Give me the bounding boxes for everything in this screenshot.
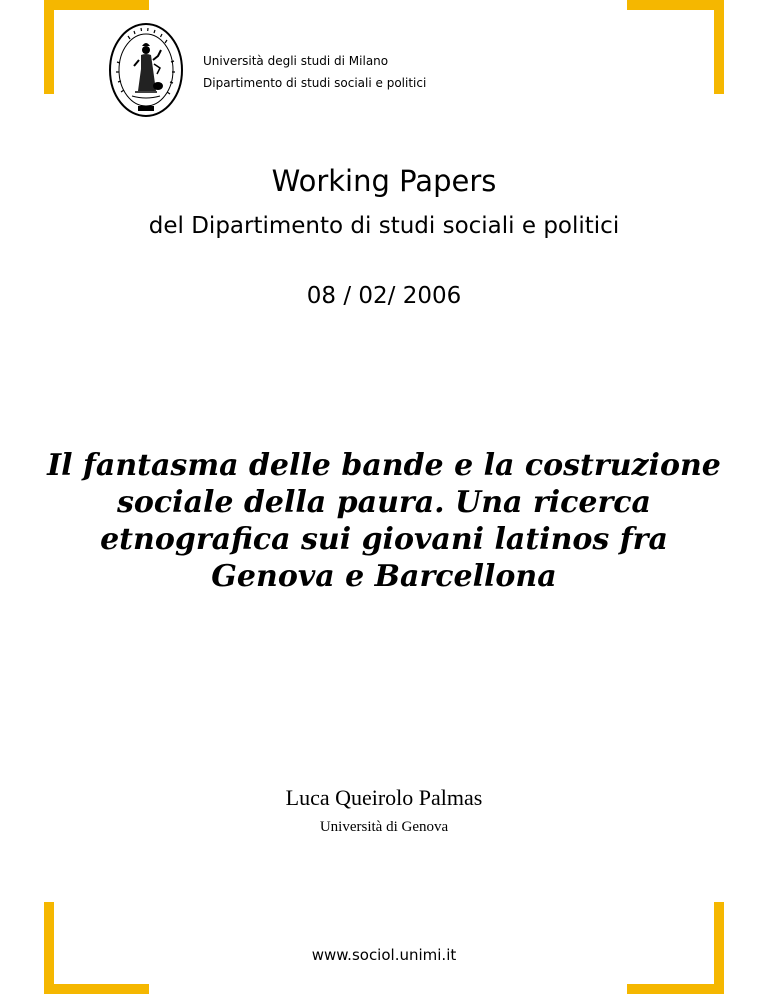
publication-date: 08 / 02/ 2006 xyxy=(306,283,462,309)
paper-title xyxy=(0,447,768,595)
corner-bracket-top-right xyxy=(627,0,724,10)
university-seal-icon xyxy=(108,22,184,118)
paper-title-line: sociale della paura. Una ricerca xyxy=(117,485,651,520)
paper-title-line: Il fantasma delle bande e la costruzione xyxy=(47,448,721,483)
website-link[interactable]: www.sociol.unimi.it xyxy=(311,946,457,964)
author-affiliation: Università di Genova xyxy=(319,819,449,835)
series-subtitle: del Dipartimento di studi sociali e politici xyxy=(148,213,620,239)
corner-bracket-bottom-left xyxy=(44,984,149,994)
corner-bracket-top-left xyxy=(44,0,149,10)
series-title: Working Papers xyxy=(271,164,497,198)
paper-title-line: Genova e Barcellona xyxy=(211,559,557,594)
department-name: Dipartimento di studi sociali e politici xyxy=(203,76,427,90)
university-name: Università degli studi di Milano xyxy=(203,54,389,68)
corner-bracket-top-right xyxy=(714,0,724,94)
corner-bracket-top-left xyxy=(44,0,54,94)
author-name: Luca Queirolo Palmas xyxy=(285,785,483,810)
corner-bracket-bottom-right xyxy=(627,984,724,994)
paper-title-line: etnografica sui giovani latinos fra xyxy=(100,522,668,557)
